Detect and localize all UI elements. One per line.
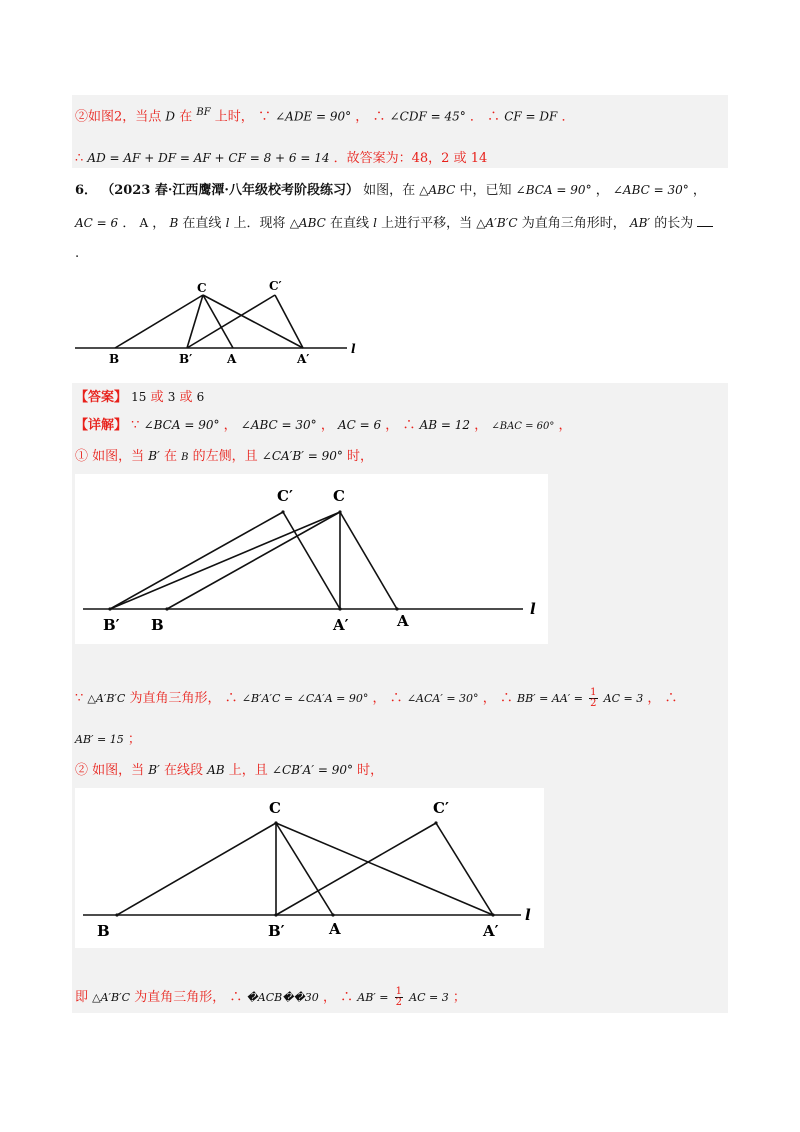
answer-blank [697,214,713,227]
point-label: A [139,216,149,230]
text: ， [558,418,572,433]
therefore-symbol: ∴ [402,418,416,433]
label-C: C [197,281,207,295]
case2-solution-line [75,987,466,1008]
therefore-symbol: ∴ [224,691,238,706]
triangle-label: △ABC [419,183,456,197]
equation: ∠ABC = 30° [240,418,317,432]
fraction-numerator: 1 [395,986,403,997]
problem-source: （2023 春·江西鹰潭·八年级校考阶段练习） [101,183,359,198]
answer-line [75,388,204,407]
label-A: A [397,612,409,630]
label-l: l [530,600,536,618]
line-label: l [373,216,377,230]
text: ， [647,691,661,706]
text: 的左侧，且 [192,449,258,464]
answer-label: 【答案】 [75,390,128,405]
therefore-symbol: ∴ [499,691,513,706]
equation: ∠BCA = 90° [515,183,592,197]
text: ， [152,216,166,231]
text: ， [320,418,334,433]
text: 或 [150,390,164,405]
label-B-prime: B′ [179,352,193,366]
problem-number: 6． [75,183,98,198]
equation: ∠ACA′ = 30° [406,692,479,705]
label-C: C [269,799,281,817]
equation: ∠CB′A′ = 90° [271,763,354,777]
case1-figure [75,474,548,644]
equation: ∠BCA = 90° [143,418,220,432]
label-B: B [151,616,164,634]
equation: AC = 3 [603,692,644,705]
equation: AD = AF + DF = AF + CF = 8 + 6 = 14 [87,151,330,165]
detail-line [75,416,572,436]
text: 为直角三角形， [129,691,221,706]
text: ， [482,691,496,706]
label-C-prime: C′ [433,799,449,817]
case2-heading [75,761,383,780]
triangle-label: △A′B′C [92,991,131,1004]
therefore-symbol: ∴ [487,109,501,125]
text: 为直角三角形， [134,990,226,1005]
therefore-symbol: ∴ [75,151,84,166]
detail-label: 【详解】 [75,418,128,433]
therefore-symbol: ∴ [229,990,243,1005]
text: 中，已知 [459,183,512,198]
text: 上时， [214,109,254,125]
fraction-denominator: 2 [395,997,403,1008]
label-B: B [97,922,110,940]
equation: AB′ = [357,991,389,1004]
answer-text: ．故答案为：48，2 或 14 [333,151,488,166]
segment-label: BF [196,107,211,118]
text: 的长为 [654,216,694,231]
text: ； [127,732,141,747]
point-label: B′ [148,763,160,777]
text: 或 [179,390,193,405]
label-A-prime: A′ [483,922,499,940]
text: ， [372,691,386,706]
label-A-prime: A′ [297,352,310,366]
text: ， [223,418,237,433]
text: ① 如图，当 [75,449,145,464]
answer-value: 15 [131,390,147,404]
text: 在直线 [182,216,222,231]
problem-line3 [75,245,79,263]
label-A: A [329,920,341,938]
case2-figure-panel [75,788,544,948]
equation: ∠CDF = 45° [389,109,466,124]
label-B-prime: B′ [103,616,120,634]
problem-line2 [75,214,713,233]
equation: AC = 6 [75,216,119,230]
equation: �ACB��30 [246,991,319,1004]
fraction-denominator: 2 [590,698,597,709]
text: 上，且 [228,763,268,778]
text: 在线段 [163,763,203,778]
equation: BB′ = AA′ = [517,692,583,705]
prev-solution-line1 [75,104,575,126]
label-B: B [109,352,120,366]
triangle-label: △ABC [289,216,326,230]
text: 在直线 [329,216,369,231]
text: 在 [179,109,193,125]
text: 上进行平移，当 [381,216,473,231]
point-label: B′ [148,449,160,463]
text: ， [595,183,609,198]
text: 时， [347,449,374,464]
text: 上．现将 [233,216,286,231]
text: ． [561,109,575,125]
case2-figure [75,788,544,948]
line-label: l [225,216,230,230]
fraction [589,688,597,709]
text: ． [122,216,136,231]
because-symbol: ∵ [257,109,271,125]
because-symbol: ∵ [75,691,84,706]
label-B-prime: B′ [268,922,285,940]
text: ， [355,109,369,125]
point-label: B [181,452,189,463]
therefore-symbol: ∴ [389,691,403,706]
case1-heading [75,447,373,467]
equation: ∠ABC = 30° [612,183,689,197]
case1-solution-line1 [75,688,678,709]
text: 在 [163,449,177,464]
equation: AB = 12 [419,418,471,432]
label-l: l [525,906,531,924]
equation: AB′ = 15 [75,733,124,746]
text: ②如图2，当点 [75,109,162,125]
prev-solution-line2 [75,149,487,168]
therefore-symbol: ∴ [372,109,386,125]
equation: AC = 3 [409,991,449,1004]
text: ② 如图，当 [75,763,145,778]
label-A-prime: A′ [333,616,349,634]
problem-figure [75,270,375,370]
equation: CF = DF [504,109,558,124]
answer-value: 6 [196,390,205,404]
text: 为直角三角形时， [521,216,626,231]
therefore-symbol: ∴ [664,691,678,706]
equation: AC = 6 [337,418,382,432]
equation: ∠ADE = 90° [275,109,352,124]
label-A: A [227,352,237,366]
label-C-prime: C′ [269,279,282,293]
equation: ∠CA′B′ = 90° [261,449,343,463]
answer-value: 3 [167,390,176,404]
label-C: C [333,487,345,505]
case1-figure-panel [75,474,548,644]
text: ． [469,109,483,125]
label-l: l [351,342,356,356]
text: ， [692,183,706,198]
point-label: B [169,216,179,230]
triangle-label: △A′B′C [87,692,126,705]
text: 即 [75,990,89,1005]
case1-solution-line2 [75,731,141,749]
point-label: D [165,109,176,124]
fraction-numerator: 1 [590,687,597,698]
text: 如图，在 [363,183,416,198]
equation: ∠BAC = 60° [491,421,555,432]
text: ， [322,990,336,1005]
fraction [395,987,403,1008]
text: ， [385,418,399,433]
equation: ∠B′A′C = ∠CA′A = 90° [241,692,369,705]
label-C-prime: C′ [277,487,293,505]
segment-label: AB [207,763,225,777]
problem-line1 [75,181,706,200]
text: ， [474,418,488,433]
text: ； [452,990,466,1005]
therefore-symbol: ∴ [340,990,354,1005]
triangle-label: △A′B′C [476,216,518,230]
text: . [75,246,80,261]
segment-label: AB′ [629,216,651,230]
text: 时， [357,763,384,778]
because-symbol: ∵ [131,418,140,433]
